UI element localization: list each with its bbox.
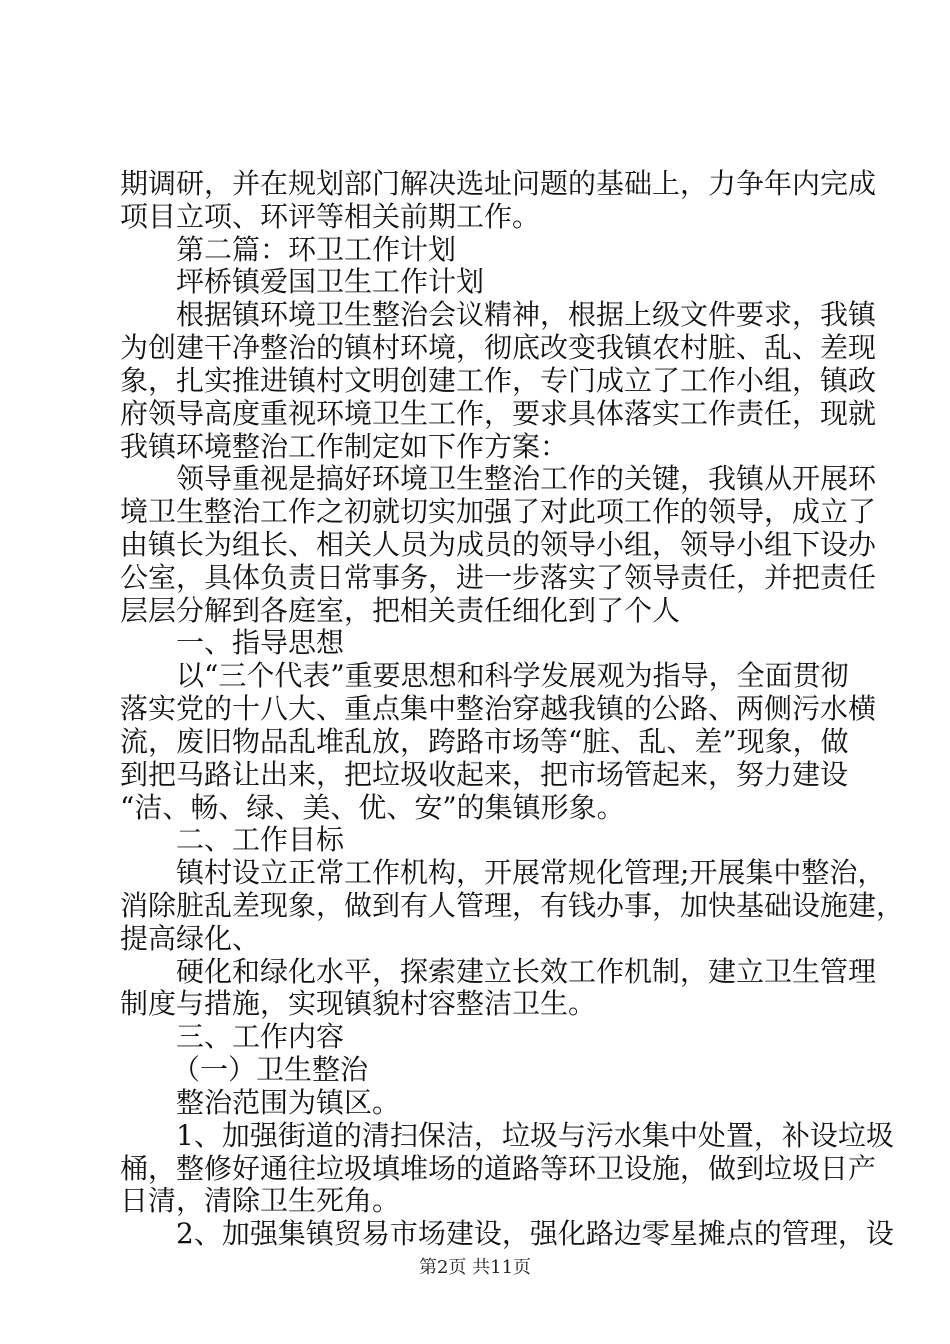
text-line: 期调研，并在规划部门解决选址问题的基础上，力争年内完成 (120, 167, 877, 200)
text-line: 公室，具体负责日常事务，进一步落实了领导责任，并把责任 (120, 561, 877, 594)
text-line: 项目立项、环评等相关前期工作。 (120, 200, 541, 233)
text-line: 提高绿化、 (120, 922, 261, 955)
text-line: 到把马路让出来，把垃圾收起来，把市场管起来，努力建设 (120, 758, 849, 791)
text-line: 1、加强街道的清扫保洁，垃圾与污水集中处置，补设垃圾 (176, 1119, 894, 1152)
text-line: 根据镇环境卫生整治会议精神，根据上级文件要求，我镇 (176, 298, 877, 331)
text-line: 桶，整修好通往垃圾填堆场的道路等环卫设施，做到垃圾日产 (120, 1152, 877, 1185)
document-title: 坪桥镇爱国卫生工作计划 (176, 265, 485, 298)
text-line: 为创建干净整治的镇村环境，彻底改变我镇农村脏、乱、差现 (120, 331, 877, 364)
text-line: “洁、畅、绿、美、优、安”的集镇形象。 (120, 791, 625, 824)
section-heading: 二、工作目标 (176, 823, 345, 856)
text-line: 层层分解到各庭室，把相关责任细化到了个人 (120, 594, 681, 627)
section-heading: 第二篇：环卫工作计划 (176, 233, 457, 266)
text-line: 象，扎实推进镇村文明创建工作，专门成立了工作小组，镇政 (120, 364, 877, 397)
page-number-footer: 第2页 共11页 (418, 1257, 532, 1278)
text-line: 以“三个代表”重要思想和科学发展观为指导，全面贯彻 (176, 659, 849, 692)
text-line: 我镇环境整治工作制定如下作方案： (120, 430, 569, 463)
text-line: 消除脏乱差现象，做到有人管理，有钱办事，加快基础设施建， (120, 889, 905, 922)
section-heading: 三、工作内容 (176, 1020, 345, 1053)
text-line: 整治范围为镇区。 (176, 1086, 401, 1119)
text-line: 日清，清除卫生死角。 (120, 1184, 401, 1217)
text-line: 落实党的十八大、重点集中整治穿越我镇的公路、两侧污水横 (120, 692, 877, 725)
subsection-heading: （一）卫生整治 (172, 1053, 369, 1086)
text-line: 流，废旧物品乱堆乱放，跨路市场等“脏、乱、差”现象，做 (120, 725, 849, 758)
section-heading: 一、指导思想 (176, 626, 345, 659)
text-line: 制度与措施，实现镇貌村容整洁卫生。 (120, 987, 597, 1020)
text-line: 府领导高度重视环境卫生工作，要求具体落实工作责任，现就 (120, 397, 877, 430)
text-line: 境卫生整治工作之初就切实加强了对此项工作的领导，成立了 (120, 495, 877, 528)
text-line: 硬化和绿化水平，探索建立长效工作机制，建立卫生管理 (176, 955, 877, 988)
text-line: 领导重视是搞好环境卫生整治工作的关键，我镇从开展环 (176, 462, 877, 495)
text-line: 2、加强集镇贸易市场建设，强化路边零星摊点的管理，设 (176, 1217, 894, 1250)
text-line: 由镇长为组长、相关人员为成员的领导小组，领导小组下设办 (120, 528, 877, 561)
text-line: 镇村设立正常工作机构，开展常规化管理;开展集中整治， (176, 856, 886, 889)
